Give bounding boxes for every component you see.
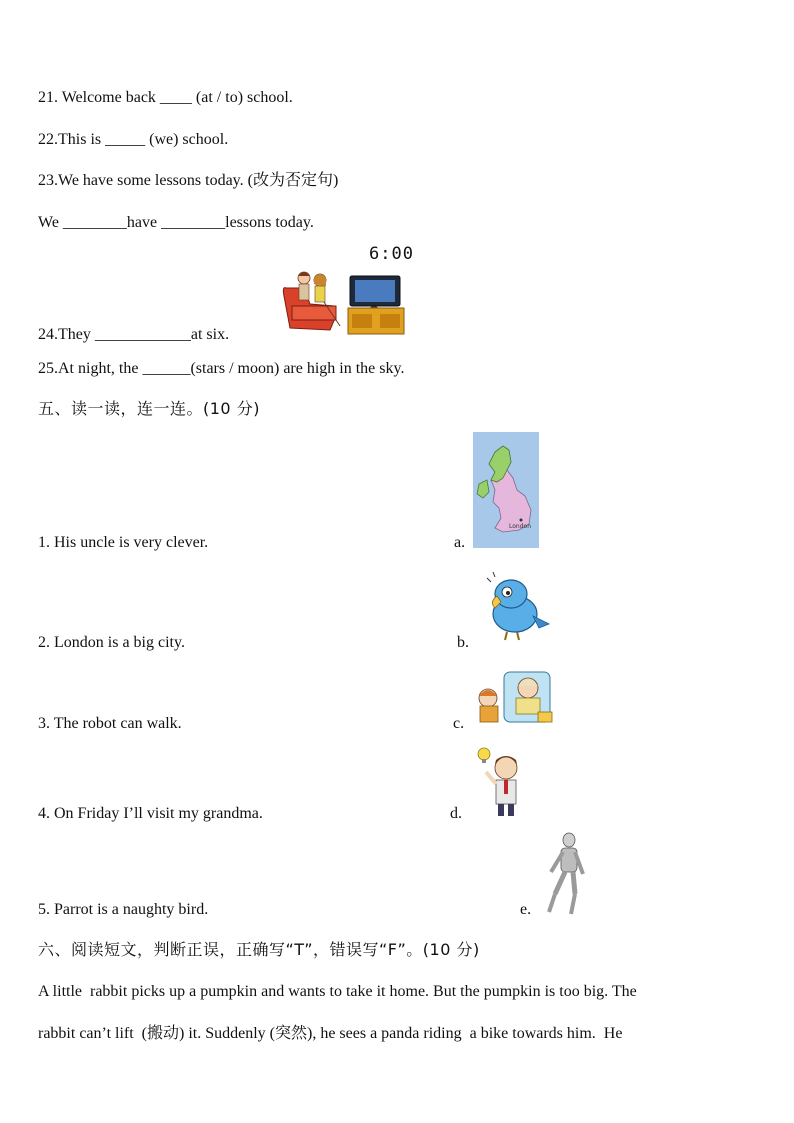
picture-label-b: b. xyxy=(457,634,469,651)
family-watching-tv-image xyxy=(280,266,410,336)
grandma-and-child-image xyxy=(472,668,556,730)
question-23: 23.We have some lessons today. (改为否定句) xyxy=(38,172,339,189)
walking-robot-image xyxy=(541,832,589,918)
question-23-answer-line: We ________have ________lessons today. xyxy=(38,214,314,231)
clock-time-label: 6:00 xyxy=(369,244,414,264)
uk-map-image xyxy=(473,432,539,548)
section-5-sentence-2: 2. London is a big city. xyxy=(38,634,185,651)
picture-label-e: e. xyxy=(520,901,532,918)
map-london-label: London xyxy=(509,523,531,530)
clever-boy-image xyxy=(474,742,528,820)
picture-label-d: d. xyxy=(450,805,462,822)
section-5-sentence-3: 3. The robot can walk. xyxy=(38,715,182,732)
picture-label-a: a. xyxy=(454,534,466,551)
question-22: 22.This is _____ (we) school. xyxy=(38,131,229,148)
passage-line-2: rabbit can’t lift (搬动) it. Suddenly (突然), he sees a panda riding a bike towards him. He xyxy=(38,1025,623,1042)
section-5-heading: 五、读一读，连一连。(10 分) xyxy=(38,399,260,418)
question-24: 24.They ____________at six. xyxy=(38,326,230,343)
section-6-heading: 六、阅读短文，判断正误，正确写“T”，错误写“F”。(10 分) xyxy=(38,940,480,959)
question-25: 25.At night, the ______(stars / moon) are high in the sky. xyxy=(38,360,405,377)
passage-line-1: A little rabbit picks up a pumpkin and wants to take it home. But the pumpkin is too big. The xyxy=(38,983,637,1000)
picture-label-c: c. xyxy=(453,715,465,732)
section-5-sentence-1: 1. His uncle is very clever. xyxy=(38,534,209,551)
section-5-sentence-5: 5. Parrot is a naughty bird. xyxy=(38,901,209,918)
section-5-sentence-4: 4. On Friday I’ll visit my grandma. xyxy=(38,805,263,822)
question-21: 21. Welcome back ____ (at / to) school. xyxy=(38,89,293,106)
parrot-image xyxy=(477,566,555,644)
